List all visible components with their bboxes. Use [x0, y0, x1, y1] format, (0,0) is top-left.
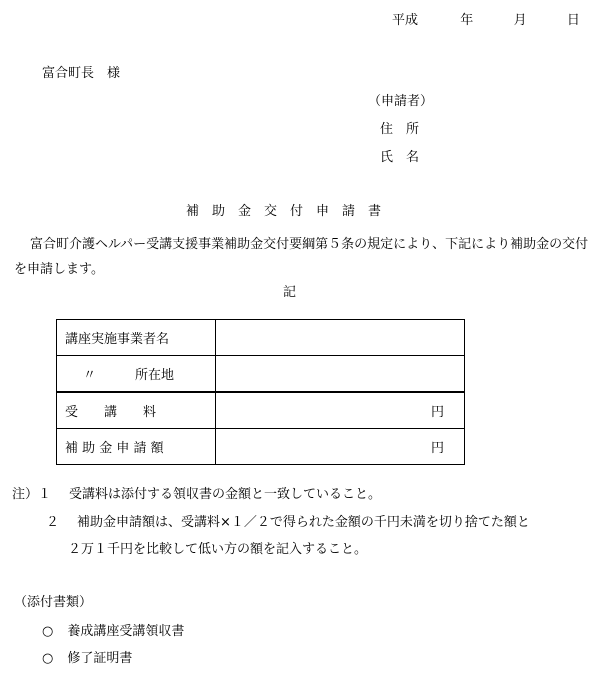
circle-bullet-icon: ○	[42, 624, 54, 639]
note-2-number: ２	[46, 515, 60, 530]
table-value[interactable]	[216, 356, 465, 393]
table-value[interactable]: 円	[216, 392, 465, 429]
applicant-address-label: 住 所	[380, 122, 420, 137]
attachment-label: 養成講座受講領収書	[67, 624, 185, 639]
ki-label: 記	[283, 285, 297, 300]
table-label: 受 講 料	[57, 392, 216, 429]
attachment-label: 修了証明書	[67, 651, 133, 666]
note-prefix: 注）１	[12, 487, 52, 502]
date-day: 日	[566, 13, 580, 28]
table-row	[57, 320, 465, 356]
note-1	[12, 487, 381, 503]
circle-bullet-icon: ○	[42, 651, 54, 666]
addressee: 富合町長 様	[42, 66, 121, 81]
body-paragraph	[14, 232, 590, 282]
date-era: 平成	[392, 13, 419, 28]
table-value[interactable]	[216, 320, 465, 356]
list-item	[42, 624, 184, 640]
note-2	[46, 515, 530, 531]
applicant-name-label: 氏 名	[380, 150, 420, 165]
table-row	[57, 429, 465, 465]
document-title: 補 助 金 交 付 申 請 書	[186, 204, 382, 219]
date-month: 月	[513, 13, 527, 28]
table-label: 〃 所在地	[57, 356, 216, 393]
note-1-text: 受講料は添付する領収書の金額と一致していること。	[69, 487, 382, 502]
table-label: 補 助 金 申 請 額	[57, 429, 216, 465]
attachments-heading: （添付書類）	[14, 595, 93, 610]
table-value[interactable]: 円	[216, 429, 465, 465]
table-row	[57, 356, 465, 393]
date-line	[392, 13, 580, 29]
note-2-text-line1: 補助金申請額は、受講料×１／２で得られた金額の千円未満を切り捨てた額と	[77, 515, 530, 530]
list-item	[42, 651, 132, 667]
date-year: 年	[460, 13, 474, 28]
applicant-heading: （申請者）	[368, 94, 434, 109]
table-label: 講座実施事業者名	[57, 320, 216, 356]
table-row	[57, 392, 465, 429]
body-paragraph-text: 富合町介護ヘルパー受講支援事業補助金交付要綱第５条の規定により、下記により補助金の交付を申請します。	[14, 237, 589, 277]
application-table	[56, 319, 465, 465]
note-2-continuation: ２万１千円を比較して低い方の額を記入すること。	[68, 542, 368, 557]
